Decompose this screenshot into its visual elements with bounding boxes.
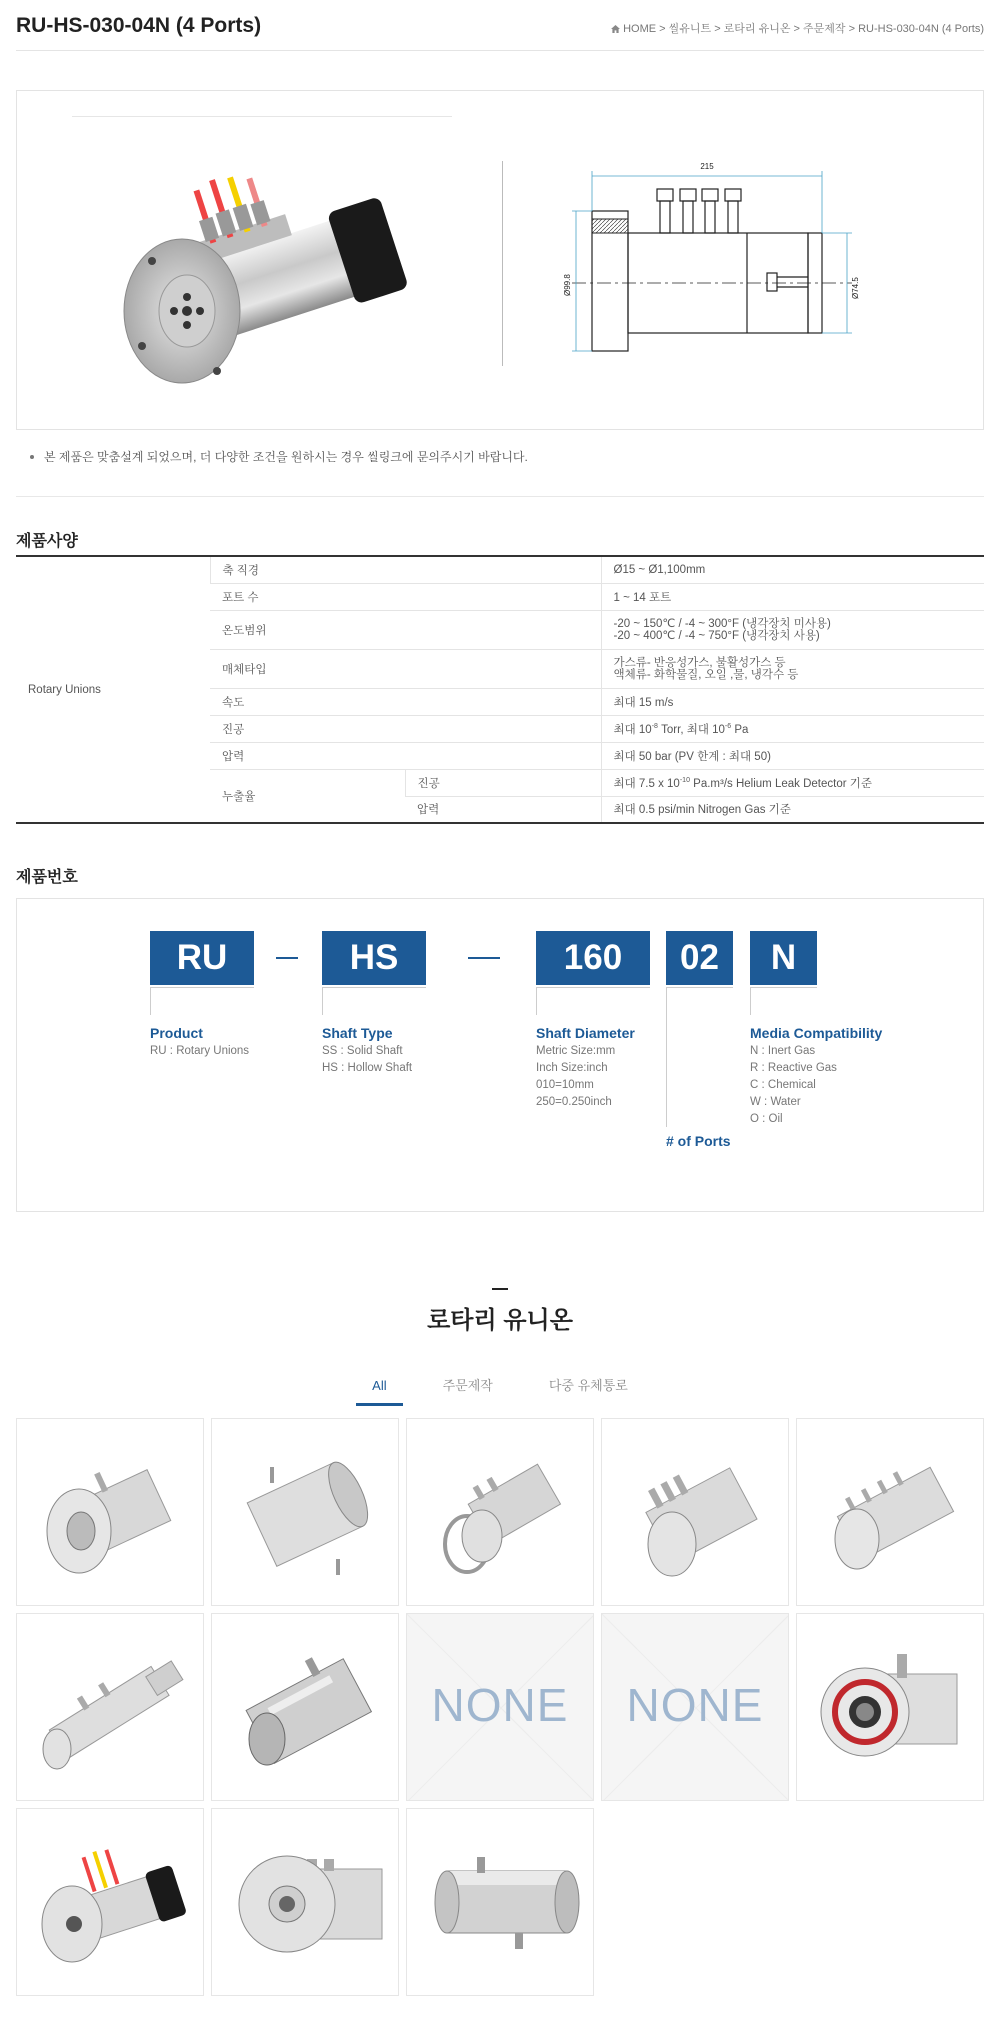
spec-value: 액체류- 화학물질, 오일 ,물, 냉각수 등 — [613, 668, 799, 681]
vacuum-text-b: Torr, 최대 10 — [657, 723, 725, 736]
product-thumb-image — [17, 1614, 204, 1801]
product-thumb-image — [17, 1809, 204, 1996]
breadcrumb — [611, 20, 984, 36]
spec-value: 최대 15 m/s — [601, 688, 984, 715]
product-thumb[interactable] — [16, 1808, 204, 1996]
code-media: N — [750, 931, 817, 985]
product-label: Product — [150, 1025, 203, 1041]
tab-custom[interactable]: 주문제작 — [442, 1378, 493, 1393]
code-shaft-type: HS — [322, 931, 426, 985]
media-desc — [750, 1043, 837, 1128]
spec-label: 매체타입 — [210, 649, 601, 688]
guide-line — [150, 987, 151, 1015]
leak-vacuum-text-b: Pa.m³/s Helium Leak Detector 기준 — [689, 777, 872, 790]
code-separator — [276, 957, 298, 959]
desc-line: N : Inert Gas — [750, 1045, 816, 1057]
desc-line: RU : Rotary Unions — [150, 1045, 250, 1057]
desc-line: Inch Size:inch — [536, 1062, 608, 1074]
tab-multi-passage[interactable]: 다중 유체통로 — [548, 1378, 628, 1393]
none-label: NONE — [431, 1679, 569, 1731]
shaft-diameter-desc — [536, 1043, 615, 1111]
product-thumb[interactable] — [211, 1418, 399, 1606]
code-product: RU — [150, 931, 254, 985]
product-thumb[interactable] — [601, 1418, 789, 1606]
related-title: 로타리 유니온 — [427, 1307, 573, 1334]
product-thumb-image — [797, 1419, 984, 1606]
technical-drawing — [562, 151, 962, 391]
guide-line — [666, 987, 733, 988]
leak-vacuum-exp: -10 — [679, 776, 690, 784]
product-thumb-image — [212, 1614, 399, 1801]
desc-line: W : Water — [750, 1096, 801, 1108]
tab-all[interactable]: All — [356, 1378, 402, 1406]
product-photo — [112, 151, 432, 391]
product-thumb-image — [212, 1809, 399, 1996]
vacuum-text-c: Pa — [731, 723, 749, 736]
spec-label: 누출율 — [210, 769, 405, 823]
guide-line — [322, 987, 323, 1015]
spec-value: 최대 0.5 psi/min Nitrogen Gas 기준 — [601, 796, 984, 823]
product-thumb[interactable] — [406, 1418, 594, 1606]
home-icon — [611, 25, 620, 33]
leak-vacuum-text-a: 최대 7.5 x 10 — [613, 777, 680, 790]
spec-table — [16, 555, 984, 824]
spec-value: -20 ~ 150℃ / -4 ~ 300°F (냉각장치 미사용) — [613, 617, 831, 630]
dim-dia-left-label: Ø99.8 — [563, 274, 572, 296]
desc-line: HS : Hollow Shaft — [322, 1062, 413, 1074]
guide-line — [666, 987, 667, 1127]
product-thumb[interactable] — [796, 1613, 984, 1801]
spec-label: 축 직경 — [210, 556, 601, 583]
product-thumb[interactable] — [211, 1613, 399, 1801]
product-thumb[interactable] — [16, 1613, 204, 1801]
related-title-dash — [492, 1288, 508, 1290]
media-label: Media Compatibility — [750, 1025, 883, 1041]
desc-line: C : Chemical — [750, 1079, 816, 1091]
desc-line: SS : Solid Shaft — [322, 1045, 403, 1057]
dim-length-label: 215 — [700, 162, 714, 171]
decorative-line — [72, 116, 452, 117]
spec-value: -20 ~ 400℃ / -4 ~ 750°F (냉각장치 사용) — [613, 629, 820, 642]
page-title: RU-HS-030-04N (4 Ports) — [16, 14, 262, 37]
desc-line: R : Reactive Gas — [750, 1062, 837, 1074]
product-thumb-image — [602, 1419, 789, 1606]
spec-value: 1 ~ 14 포트 — [601, 583, 984, 610]
desc-line: 010=10mm — [536, 1079, 594, 1091]
partnumber-box — [16, 898, 984, 1212]
guide-line — [150, 987, 254, 988]
table-row — [16, 556, 984, 583]
ports-label: # of Ports — [666, 1133, 731, 1149]
breadcrumb-text[interactable]: HOME > 씰유니트 > 로타리 유니온 > 주문제작 > RU-HS-030-04N (4 Ports) — [623, 23, 984, 35]
partnumber-section-title: 제품번호 — [16, 869, 78, 886]
product-thumb-placeholder[interactable] — [601, 1613, 789, 1801]
header-divider — [16, 50, 984, 51]
spec-label: 속도 — [210, 688, 601, 715]
product-image-box — [16, 90, 984, 430]
spec-section-title: 제품사양 — [16, 533, 78, 550]
desc-line: Metric Size:mm — [536, 1045, 616, 1057]
guide-line — [322, 987, 426, 988]
spec-label: 압력 — [210, 742, 601, 769]
spec-value — [601, 769, 984, 796]
spec-value: Ø15 ~ Ø1,100mm — [601, 556, 984, 583]
spec-label: 온도범위 — [210, 610, 601, 649]
image-divider — [502, 161, 503, 366]
code-separator — [468, 957, 500, 959]
product-desc — [150, 1043, 249, 1060]
related-tabs — [0, 1375, 1000, 1406]
product-thumb[interactable] — [406, 1808, 594, 1996]
vacuum-text-a: 최대 10 — [613, 723, 652, 736]
vacuum-exp-b: -6 — [724, 722, 732, 730]
spec-label: 진공 — [210, 715, 601, 742]
shaft-type-label: Shaft Type — [322, 1025, 393, 1041]
product-thumb-image — [797, 1614, 984, 1801]
spec-value: 최대 50 bar (PV 한계 : 최대 50) — [601, 742, 984, 769]
none-label: NONE — [626, 1679, 764, 1731]
spec-value — [601, 715, 984, 742]
custom-design-note: 본 제품은 맞춤설계 되었으며, 더 다양한 조건을 원하시는 경우 씰링크에 문의주시기 바랍니다. — [30, 448, 528, 465]
vacuum-exp-a: -8 — [651, 722, 658, 730]
guide-line — [536, 987, 650, 988]
product-thumb-image — [407, 1809, 594, 1996]
shaft-type-desc — [322, 1043, 412, 1077]
guide-line — [750, 987, 817, 988]
product-thumb-image — [407, 1419, 594, 1606]
code-shaft-diameter: 160 — [536, 931, 650, 985]
code-ports: 02 — [666, 931, 733, 985]
shaft-diameter-label: Shaft Diameter — [536, 1025, 635, 1041]
dim-dia-right-label: Ø74.5 — [851, 277, 860, 299]
spec-sublabel: 진공 — [405, 769, 601, 796]
product-thumb[interactable] — [211, 1808, 399, 1996]
product-thumb-image — [17, 1419, 204, 1606]
product-thumb-image — [212, 1419, 399, 1606]
spec-label: 포트 수 — [210, 583, 601, 610]
desc-line: 250=0.250inch — [536, 1096, 612, 1108]
section-divider — [16, 496, 984, 497]
product-thumb-placeholder[interactable] — [406, 1613, 594, 1801]
spec-sublabel: 압력 — [405, 796, 601, 823]
desc-line: O : Oil — [750, 1113, 783, 1125]
product-thumb[interactable] — [796, 1418, 984, 1606]
guide-line — [750, 987, 751, 1015]
product-thumb[interactable] — [16, 1418, 204, 1606]
spec-category: Rotary Unions — [16, 556, 210, 823]
guide-line — [536, 987, 537, 1015]
spec-value: 가스류- 반응성가스, 불활성가스 등 — [613, 656, 786, 669]
